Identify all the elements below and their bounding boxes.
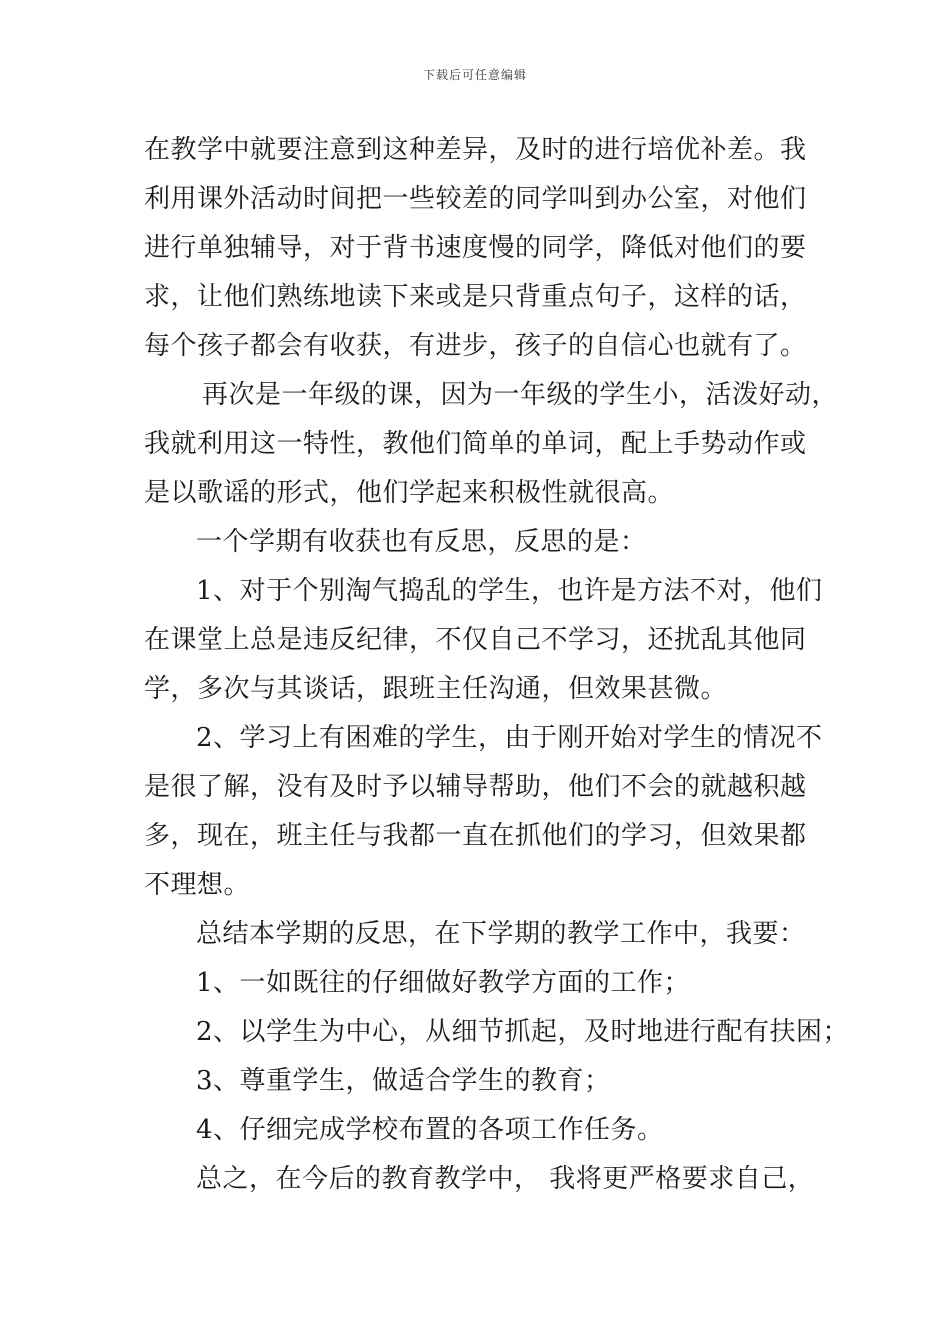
text-line: 3、尊重学生，做适合学生的教育； bbox=[196, 1066, 611, 1096]
text-line: 是很了解，没有及时予以辅导帮助，他们不会的就越积越 bbox=[144, 772, 807, 802]
text-line: 4、仔细完成学校布置的各项工作任务。 bbox=[196, 1115, 664, 1145]
text-line: 利用课外活动时间把一些较差的同学叫到办公室，对他们 bbox=[144, 184, 807, 214]
text-line: 总之，在今后的教育教学中， 我将更严格要求自己， bbox=[196, 1164, 815, 1194]
text-line: 进行单独辅导，对于背书速度慢的同学，降低对他们的要 bbox=[144, 233, 807, 263]
text-line: 2、以学生为中心，从细节抓起，及时地进行配有扶困； bbox=[196, 1017, 850, 1047]
text-line: 在课堂上总是违反纪律，不仅自己不学习，还扰乱其他同 bbox=[144, 625, 807, 655]
text-line: 不理想。 bbox=[144, 870, 251, 900]
text-line: 一个学期有收获也有反思，反思的是： bbox=[196, 527, 647, 557]
text-line: 学，多次与其谈话，跟班主任沟通，但效果甚微。 bbox=[144, 674, 728, 704]
text-line: 2、学习上有困难的学生，由于刚开始对学生的情况不 bbox=[196, 723, 823, 753]
text-line: 在教学中就要注意到这种差异，及时的进行培优补差。我 bbox=[144, 135, 807, 165]
document-body bbox=[144, 126, 850, 1204]
text-line: 每个孩子都会有收获，有进步，孩子的自信心也就有了。 bbox=[144, 331, 807, 361]
page-header-note: 下载后可任意编辑 bbox=[422, 68, 527, 82]
text-line: 再次是一年级的课，因为一年级的学生小，活泼好动， bbox=[202, 380, 839, 410]
text-line: 1、对于个别淘气捣乱的学生，也许是方法不对，他们 bbox=[196, 576, 823, 606]
text-line: 总结本学期的反思，在下学期的教学工作中，我要： bbox=[196, 919, 806, 949]
text-line: 是以歌谣的形式，他们学起来积极性就很高。 bbox=[144, 478, 675, 508]
text-line: 多，现在，班主任与我都一直在抓他们的学习，但效果都 bbox=[144, 821, 807, 851]
text-line: 求，让他们熟练地读下来或是只背重点句子，这样的话， bbox=[144, 282, 807, 312]
text-line: 我就利用这一特性，教他们简单的单词，配上手势动作或 bbox=[144, 429, 807, 459]
text-line: 1、一如既往的仔细做好教学方面的工作； bbox=[196, 968, 691, 998]
